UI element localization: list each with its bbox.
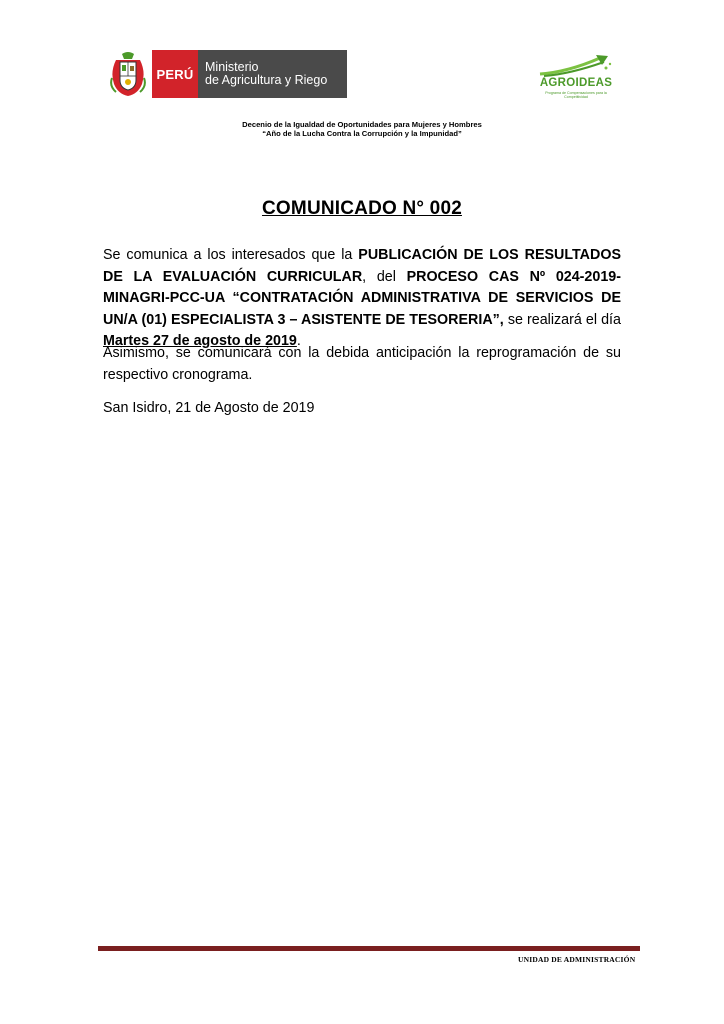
p1-date: Martes 27 de agosto de 2019 [103, 333, 297, 349]
agroideas-wordmark: AGROIDEAS [539, 77, 613, 89]
growth-arrow-icon [534, 52, 618, 78]
ministry-line-2: de Agricultura y Riego [205, 73, 328, 87]
peru-coat-of-arms-icon [108, 50, 148, 98]
paragraph-reprogramming: Asimismo, se comunicará con la debida anticipación la reprogramación de su respectivo cronograma. [103, 345, 621, 383]
p1-text-e: se realizará el día [503, 311, 621, 328]
document-title: COMUNICADO N° 002 [262, 198, 462, 219]
place-date: San Isidro, 21 de Agosto de 2019 [103, 400, 315, 416]
ministry-name [198, 50, 347, 98]
p1-publication: PUBLICACIÓN DE LOS RESULTADOS DE LA EVALUACIÓN CURRICULAR [103, 247, 621, 285]
ministry-line-1: Ministerio [205, 60, 259, 74]
ministry-logo [108, 50, 347, 98]
footer-unit: UNIDAD DE ADMINISTRACIÓN [518, 955, 636, 964]
decree-line-2: “Año de la Lucha Contra la Corrupción y la Impunidad” [262, 129, 462, 138]
peru-label: PERÚ [152, 50, 198, 98]
agroideas-logo [534, 52, 618, 98]
p1-text-a: Se comunica a los interesados que la [103, 247, 359, 263]
p1-text-g: . [296, 333, 301, 349]
p1-text-c: , del [362, 268, 407, 285]
footer-divider [98, 946, 640, 951]
decree-line-1: Decenio de la Igualdad de Oportunidades para Mujeres y Hombres [242, 120, 482, 129]
p1-process: PROCESO CAS Nº 024-2019-MINAGRI-PCC-UA “CONTRATACIÓN ADMINISTRATIVA DE SERVICIOS DE UN/A (01) ESPECIALISTA 3 – ASISTENTE DE TESORERIA”, [103, 268, 622, 328]
agroideas-tagline: Programa de Compensaciones para la Competitividad [545, 91, 607, 99]
paragraph-announcement [103, 245, 621, 353]
